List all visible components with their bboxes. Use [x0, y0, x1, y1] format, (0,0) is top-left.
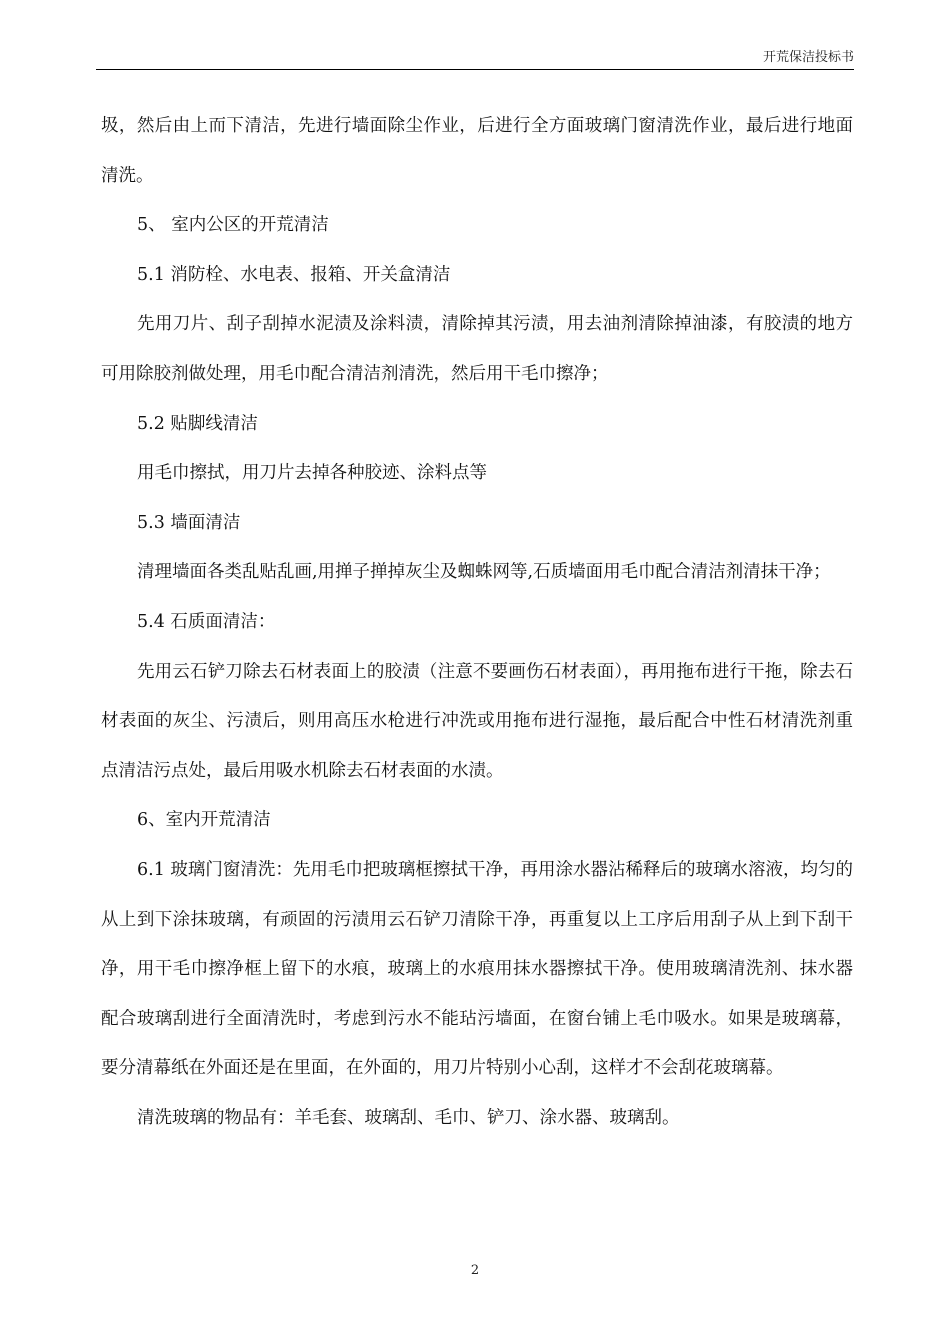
- paragraph: 5.4 石质面清洁：: [137, 611, 276, 632]
- paragraph: 清洗玻璃的物品有：羊毛套、玻璃刮、毛巾、铲刀、涂水器、玻璃刮。: [137, 1107, 680, 1128]
- paragraph: 清理墙面各类乱贴乱画,用掸子掸掉灰尘及蜘蛛网等,石质墙面用毛巾配合清洁剂清抹干净；: [137, 562, 831, 583]
- header-rule: [96, 69, 854, 70]
- paragraph: 5.3 墙面清洁: [137, 512, 241, 533]
- paragraph: 6.1 玻璃门窗清洗：先用毛巾把玻璃框擦拭干净，再用涂水器沾稀释后的玻璃水溶液，均匀的从上到下涂抹玻璃，有顽固的污渍用云石铲刀清除干净，再重复以上工序后用刮子从上到下刮干净，用干毛巾擦净框上留下的水痕，玻璃上的水痕用抹水器擦拭干净。使用玻璃清洗剂、抹水器配合玻璃刮进行全面清洗时，考虑到污水不能玷污墙面，在窗台铺上毛巾吸水。如果是玻璃幕，要分清幕纸在外面还是在里面，在外面的，用刀片特别小心刮，这样才不会刮花玻璃幕。: [101, 859, 853, 1079]
- paragraph: 6、室内开荒清洁: [137, 810, 271, 831]
- paragraph: 5、 室内公区的开荒清洁: [137, 215, 329, 236]
- page-number: 2: [470, 1263, 480, 1278]
- paragraph: 圾，然后由上而下清洁，先进行墙面除尘作业，后进行全方面玻璃门窗清洗作业，最后进行地面清洗。: [101, 116, 853, 186]
- paragraph: 先用云石铲刀除去石材表面上的胶渍（注意不要画伤石材表面），再用拖布进行干拖，除去石材表面的灰尘、污渍后，则用高压水枪进行冲洗或用拖布进行湿拖，最后配合中性石材清洗剂重点清洁污点处，最后用吸水机除去石材表面的水渍。: [101, 661, 853, 781]
- running-header: 开荒保洁投标书: [762, 50, 854, 65]
- paragraph: 5.2 贴脚线清洁: [137, 413, 258, 434]
- paragraph: 用毛巾擦拭，用刀片去掉各种胶迹、涂料点等: [137, 463, 487, 484]
- paragraph: 5.1 消防栓、水电表、报箱、开关盒清洁: [137, 264, 451, 285]
- paragraph: 先用刀片、刮子刮掉水泥渍及涂料渍，清除掉其污渍，用去油剂清除掉油漆，有胶渍的地方可用除胶剂做处理，用毛巾配合清洁剂清洗，然后用干毛巾擦净；: [101, 314, 853, 384]
- body-text: [101, 102, 853, 1143]
